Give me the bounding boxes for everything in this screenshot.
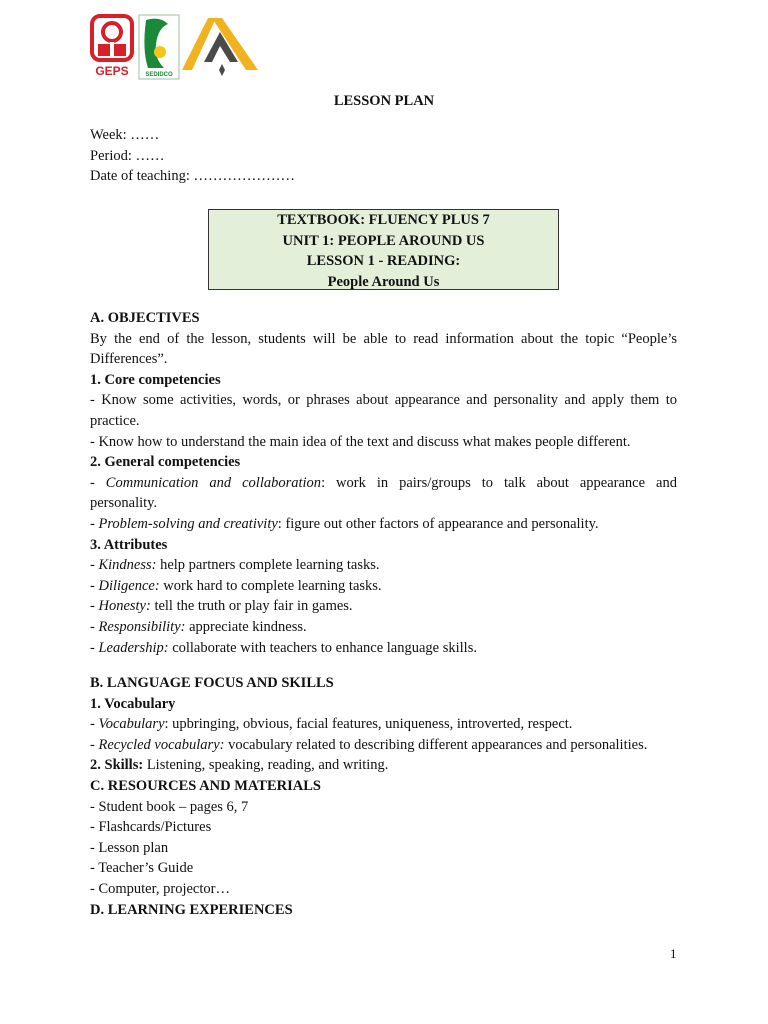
dash: - [90,474,106,491]
language-focus-heading: B. LANGUAGE FOCUS AND SKILLS [90,675,334,692]
recycled-vocabulary-text: vocabulary related to describing different appearances and personalities. [224,736,648,753]
resource-item: - Teacher’s Guide [90,860,194,877]
resource-item: - Lesson plan [90,839,169,856]
dash: - [90,736,99,753]
core-item-cont: practice. [90,412,140,429]
attribute-term: Leadership: [98,639,169,656]
resource-item: - Flashcards/Pictures [90,819,212,836]
resource-item: - Computer, projector… [90,881,230,898]
textbook-line: TEXTBOOK: FLUENCY PLUS 7 [277,212,490,228]
general-item-term: Communication and collaboration [105,474,322,491]
dash: - [90,557,99,574]
general-item-cont: personality. [90,495,158,512]
dash: - [90,618,99,635]
recycled-vocabulary-term: Recycled vocabulary: [98,736,225,753]
recycled-vocabulary-item [90,735,677,756]
page-title: LESSON PLAN [333,93,435,109]
attribute-item [90,617,677,638]
week-line: Week: …… [90,127,160,143]
vocabulary-text: : upbringing, obvious, facial features, uniqueness, introverted, respect. [164,716,573,733]
general-item-text: : figure out other factors of appearance and personality. [277,515,599,532]
attribute-text: collaborate with teachers to enhance language skills. [168,639,477,656]
dash: - [90,639,99,656]
resource-item: - Student book – pages 6, 7 [90,798,249,815]
sedidco-logo-text: SEDIDCO [145,72,173,78]
attribute-item [90,596,677,617]
skills-item [90,755,677,776]
vocabulary-item [90,714,677,735]
date-line: Date of teaching: ………………… [90,168,295,184]
general-item-term: Problem-solving and creativity [98,515,278,532]
attribute-text: appreciate kindness. [185,618,307,635]
general-competencies-heading: 2. General competencies [90,454,241,471]
vocabulary-heading: 1. Vocabulary [90,695,176,712]
dash: - [90,577,99,594]
geps-logo-text: GEPS [95,64,129,78]
attribute-item [90,638,677,659]
attribute-term: Kindness: [98,557,157,574]
triangle-a-logo [182,14,266,78]
core-competencies-heading: 1. Core competencies [90,371,221,388]
geps-logo [88,14,136,78]
objectives-intro-cont: Differences”. [90,351,168,368]
lesson-title-line: People Around Us [327,273,440,290]
core-item: - Know some activities, words, or phrases about appearance and personality and apply them to [90,392,677,409]
attribute-text: work hard to complete learning tasks. [159,577,382,594]
page-number: 1 [670,946,677,961]
vocabulary-term: Vocabulary [98,716,165,733]
skills-text: Listening, speaking, reading, and writing. [143,757,389,774]
resources-heading: C. RESOURCES AND MATERIALS [90,778,321,795]
attribute-text: tell the truth or play fair in games. [150,598,353,615]
general-item-text: : work in pairs/groups to talk about appearance and [321,474,677,491]
header-logos [88,14,266,80]
core-item: - Know how to understand the main idea of the text and discuss what makes people different. [90,433,631,450]
dash: - [90,716,99,733]
attribute-item [90,576,677,597]
attribute-item [90,555,677,576]
sedidco-logo [138,14,180,80]
attribute-text: help partners complete learning tasks. [156,557,380,574]
textbook-box [208,209,559,290]
unit-line: UNIT 1: PEOPLE AROUND US [282,232,485,249]
lesson-content [90,308,677,920]
attribute-term: Diligence: [98,577,160,594]
objectives-intro: By the end of the lesson, students will be able to read information about the topic “People’s [90,330,677,347]
lesson-line: LESSON 1 - READING: [306,253,461,269]
attribute-term: Honesty: [98,598,151,615]
general-item [90,514,677,535]
skills-label: 2. Skills: [90,757,144,774]
period-line: Period: …… [90,148,165,164]
learning-experiences-heading: D. LEARNING EXPERIENCES [90,901,293,918]
dash: - [90,515,99,532]
attributes-heading: 3. Attributes [90,536,168,553]
objectives-heading: A. OBJECTIVES [90,310,200,326]
attribute-term: Responsibility: [98,618,186,635]
dash: - [90,598,99,615]
general-item [90,473,677,494]
